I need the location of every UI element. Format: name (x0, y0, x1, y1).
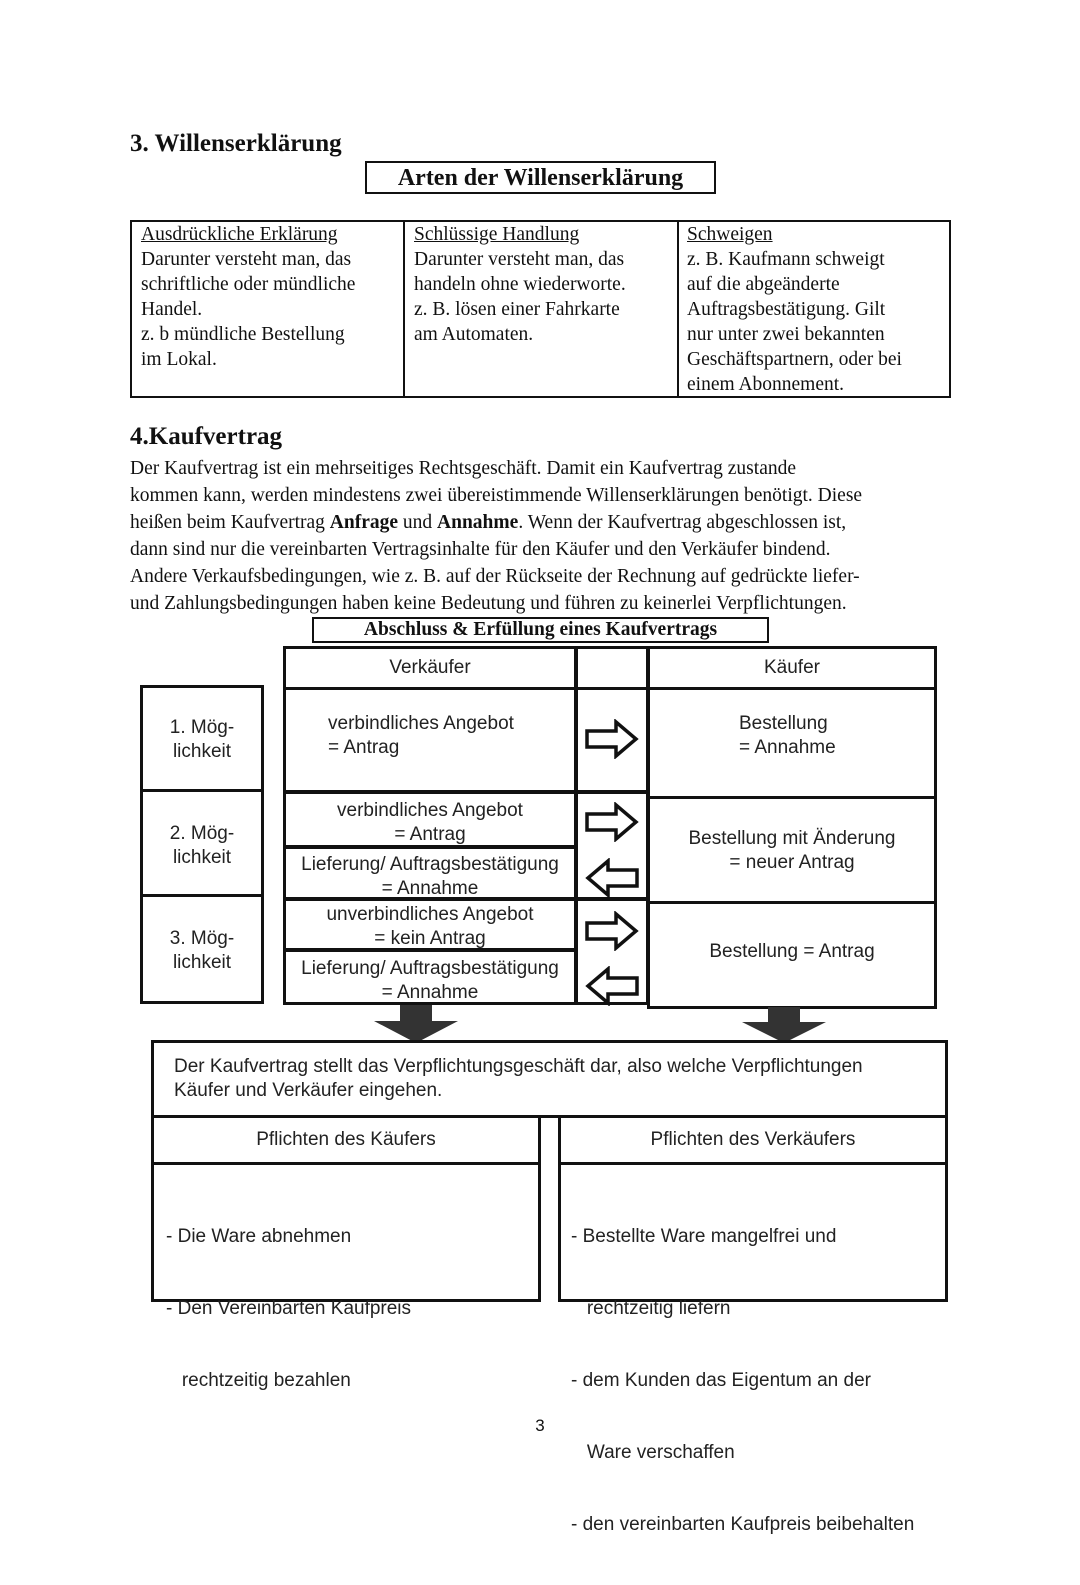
duty-item: rechtzeitig bezahlen (166, 1370, 351, 1391)
option-label-line: 3. Mög- (169, 928, 235, 949)
seller-header-cell (283, 646, 577, 690)
option-label-line: 1. Mög- (169, 717, 235, 738)
row3-buyer-cell (647, 901, 937, 1009)
buyer-header: Käufer (764, 657, 820, 678)
option-label-line: lichkeit (172, 741, 232, 762)
page-number: 3 (535, 1416, 545, 1435)
column-line: z. b mündliche Bestellung (141, 324, 345, 345)
cell-line: = Annahme (381, 982, 479, 1003)
row2-seller-bottom-text (286, 849, 574, 901)
text-run: und (398, 512, 438, 533)
option-label (143, 897, 261, 975)
summary-box (151, 1040, 948, 1118)
duty-item: rechtzeitig liefern (571, 1298, 731, 1319)
column-line: Darunter versteht man, das (414, 249, 625, 270)
arrow-right-icon (584, 802, 640, 842)
column-line: Darunter versteht man, das (141, 249, 352, 270)
buyer-duties-header-cell (151, 1115, 541, 1165)
cell-line: Lieferung/ Auftragsbestätigung (301, 958, 559, 979)
cell-line: Bestellung mit Änderung (688, 828, 896, 849)
column-line: im Lokal. (141, 349, 217, 370)
cell-line: = Antrag (328, 737, 400, 758)
column-line: schriftliche oder mündliche (141, 274, 356, 295)
arrow-right-icon (584, 911, 640, 951)
buyer-duties-title: Pflichten des Käufers (256, 1129, 436, 1150)
row2-buyer-text (650, 799, 934, 875)
option-label (143, 688, 261, 764)
row2-seller-bottom-cell (283, 846, 577, 900)
option-label-line: lichkeit (172, 847, 232, 868)
term-annahme: Annahme (437, 512, 519, 533)
column-line: auf die abgeänderte (687, 274, 840, 295)
buyer-duties-cell (151, 1162, 541, 1391)
cell-line: = Antrag (394, 824, 466, 845)
column-silence (687, 222, 949, 397)
paragraph-line: kommen kann, werden mindestens zwei übereistimmende Willenserklärungen benötigt. Diese (130, 485, 863, 506)
cell-line: unverbindliches Angebot (326, 904, 534, 925)
column-title: Schlüssige Handlung (414, 224, 580, 245)
seller-duties-cell (558, 1162, 948, 1535)
option-1-cell (140, 685, 264, 792)
paragraph-line: Andere Verkaufsbedingungen, wie z. B. auf der Rückseite der Rechnung auf gedrückte liefer- (130, 566, 860, 587)
option-3-cell (140, 894, 264, 1004)
text-run: heißen beim Kaufvertrag (130, 512, 330, 533)
seller-header: Verkäufer (389, 657, 471, 678)
column-line: z. B. lösen einer Fahrkarte (414, 299, 620, 320)
row2-buyer-cell (647, 796, 937, 904)
arrow-down-icon (740, 1007, 828, 1043)
diagram-title-box (312, 617, 769, 643)
arrow-left-icon (584, 966, 640, 1006)
duty-item: - Bestellte Ware mangelfrei und (571, 1226, 837, 1247)
arrow-down-icon (372, 1005, 460, 1043)
arrow-right-icon (584, 719, 640, 759)
column-title: Ausdrückliche Erklärung (141, 224, 338, 245)
table-divider (403, 220, 405, 398)
summary-text (154, 1043, 945, 1103)
cell-line: Bestellung (739, 713, 828, 734)
row3-seller-bottom-cell (283, 949, 577, 1005)
column-implied (414, 222, 676, 347)
row2-seller-top-cell (283, 791, 577, 848)
row3-seller-top-text (286, 901, 574, 951)
column-explicit (141, 222, 401, 372)
option-label (143, 792, 261, 870)
seller-duties-header-cell (558, 1115, 948, 1165)
paragraph-line: Der Kaufvertrag ist ein mehrseitiges Rechtsgeschäft. Damit ein Kaufvertrag zustande (130, 458, 796, 479)
cell-line: verbindliches Angebot (328, 713, 514, 734)
duty-item: Ware verschaffen (571, 1442, 735, 1463)
option-label-line: lichkeit (172, 952, 232, 973)
row1-buyer-text (650, 690, 934, 760)
summary-line: Käufer und Verkäufer eingehen. (174, 1080, 443, 1101)
paragraph-line (130, 509, 960, 536)
cell-line: Lieferung/ Auftragsbestätigung (301, 854, 559, 875)
cell-line: = neuer Antrag (729, 852, 855, 873)
types-title-box (365, 161, 716, 194)
column-line: einem Abonnement. (687, 374, 845, 395)
diagram-title: Abschluss & Erfüllung eines Kaufvertrags (363, 619, 718, 640)
duty-item: - den vereinbarten Kaufpreis beibehalten (571, 1514, 915, 1535)
seller-duties-title: Pflichten des Verkäufers (650, 1129, 856, 1150)
column-line: z. B. Kaufmann schweigt (687, 249, 885, 270)
types-title: Arten der Willenserklärung (397, 165, 684, 191)
buyer-duties-list (154, 1165, 538, 1441)
option-label-line: 2. Mög- (169, 823, 235, 844)
buyer-header-cell (647, 646, 937, 690)
row1-buyer-cell (647, 687, 937, 799)
option-2-cell (140, 789, 264, 897)
summary-line: Der Kaufvertrag stellt das Verpflichtungsgeschäft dar, also welche Verpflichtungen (174, 1056, 863, 1077)
row3-seller-bottom-text (286, 952, 574, 1005)
duty-item: - Die Ware abnehmen (166, 1226, 352, 1247)
column-line: am Automaten. (414, 324, 534, 345)
cell-line: = Annahme (739, 737, 836, 758)
duty-item: - Den Vereinbarten Kaufpreis (166, 1298, 412, 1319)
column-line: Auftragsbestätigung. Gilt (687, 299, 886, 320)
row3-buyer-text: Bestellung = Antrag (709, 941, 875, 962)
row1-seller-text (286, 690, 574, 760)
column-line: Geschäftspartnern, oder bei (687, 349, 902, 370)
column-line: nur unter zwei bekannten (687, 324, 885, 345)
arrow-left-icon (584, 858, 640, 898)
seller-duties-list (561, 1165, 945, 1585)
cell-line: = kein Antrag (374, 928, 486, 949)
column-title: Schweigen (687, 224, 773, 245)
term-anfrage: Anfrage (329, 512, 399, 533)
section-3-heading: 3. Willenserklärung (130, 130, 342, 157)
column-line: Handel. (141, 299, 203, 320)
arrow-header-cell (575, 646, 649, 690)
text-run: . Wenn der Kaufvertrag abgeschlossen ist, (518, 512, 847, 533)
table-divider (677, 220, 679, 398)
cell-line: = Annahme (381, 878, 479, 899)
duty-item: - dem Kunden das Eigentum an der (571, 1370, 871, 1391)
column-line: handeln ohne wiederworte. (414, 274, 626, 295)
kaufvertrag-paragraph (130, 455, 960, 617)
row1-seller-cell (283, 687, 577, 793)
row2-seller-top-text (286, 794, 574, 847)
section-4-heading: 4.Kaufvertrag (130, 423, 283, 450)
row3-seller-top-cell (283, 898, 577, 951)
cell-line: verbindliches Angebot (337, 800, 523, 821)
paragraph-line: und Zahlungsbedingungen haben keine Bedeutung und führen zu keinerlei Verpflichtungen. (130, 593, 847, 614)
paragraph-line: dann sind nur die vereinbarten Vertragsinhalte für den Käufer und den Verkäufer bindend. (130, 539, 831, 560)
